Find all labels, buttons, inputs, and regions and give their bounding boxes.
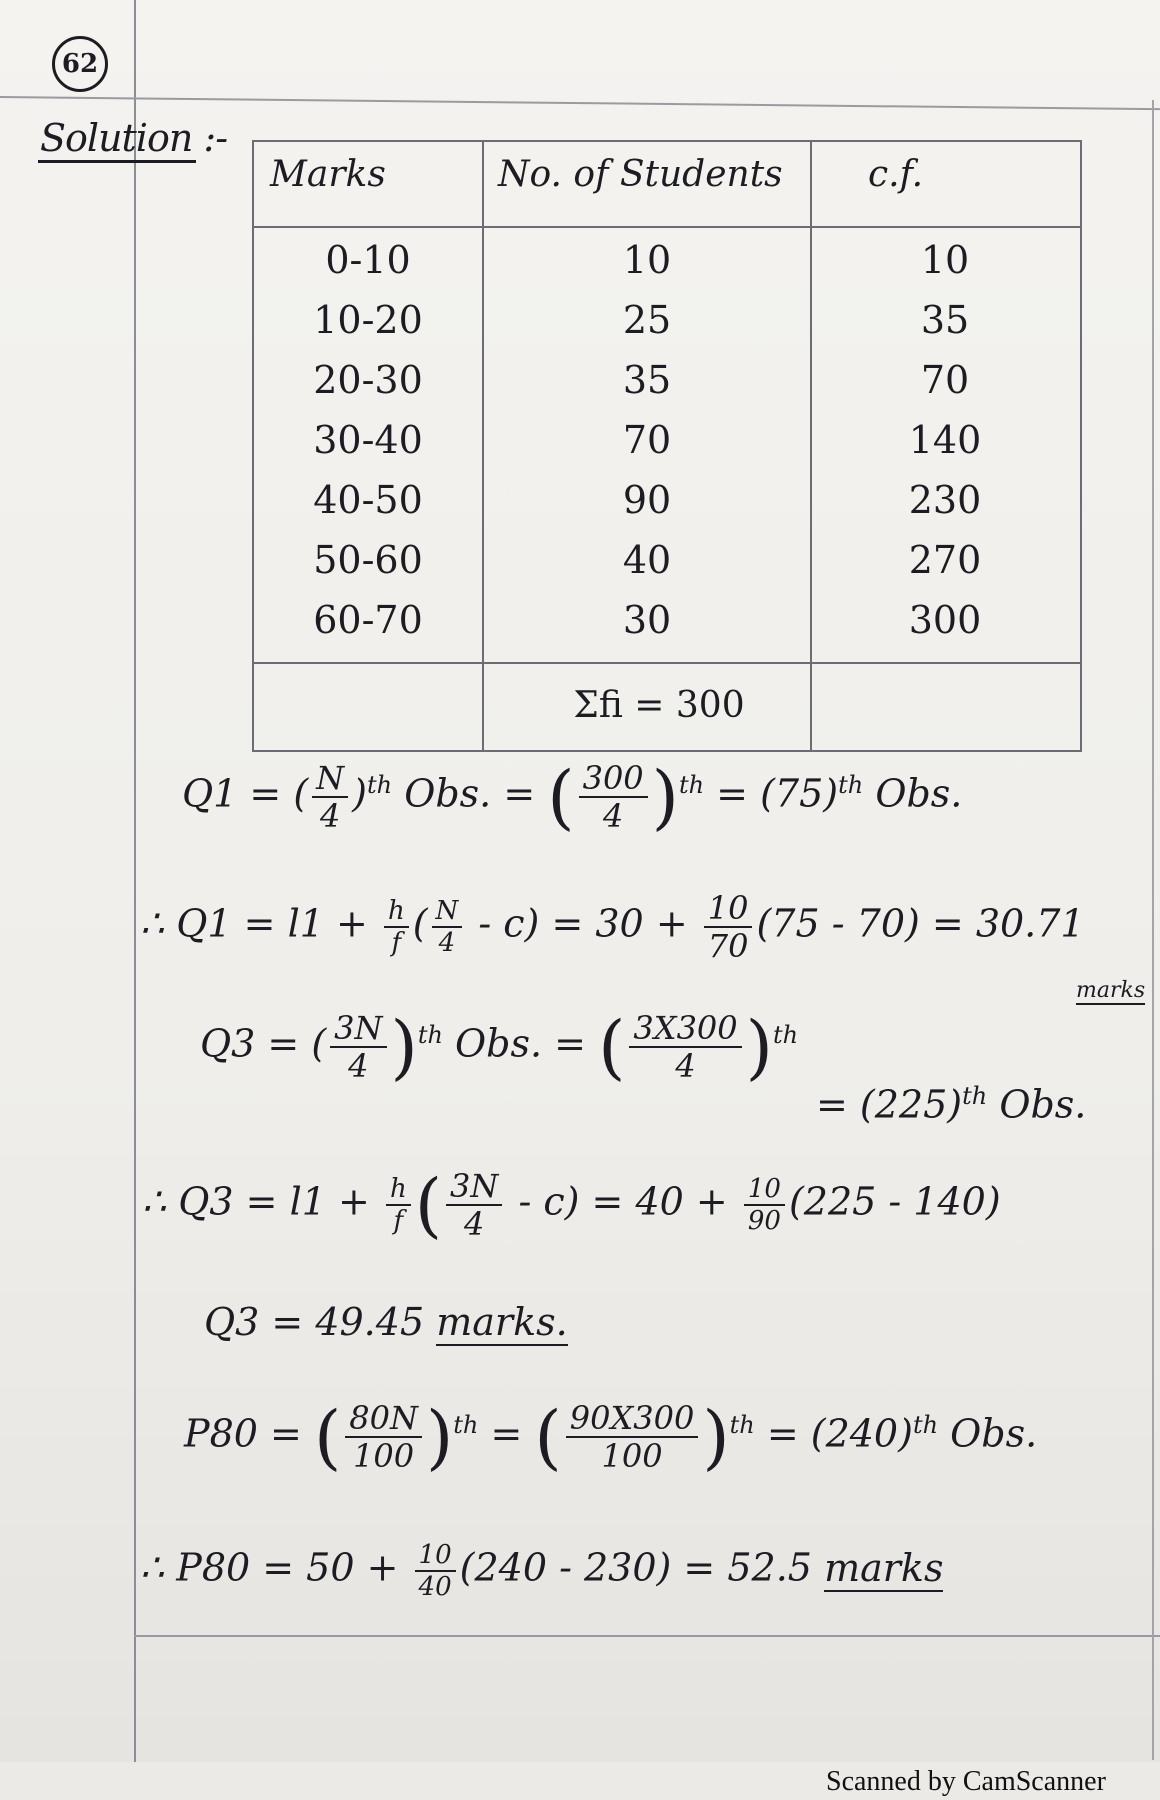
- p80-units: marks: [824, 1545, 944, 1590]
- right-edge-line: [1152, 100, 1154, 1760]
- table-cell: 230: [908, 478, 982, 522]
- paren: (: [412, 901, 428, 946]
- q1-lhs: Q1 = (: [182, 771, 309, 816]
- denominator: 4: [602, 797, 624, 835]
- equals-sign: =: [490, 1411, 523, 1456]
- fraction: [432, 896, 463, 958]
- cf-column: [812, 230, 1078, 650]
- denominator: 40: [418, 1572, 452, 1602]
- fraction: [312, 760, 348, 834]
- denominator: f: [391, 928, 402, 958]
- superscript: th: [417, 1020, 443, 1049]
- fraction: [744, 1174, 785, 1236]
- numerator: 90X300: [566, 1400, 699, 1438]
- numerator: 10: [704, 890, 753, 928]
- numerator: 3N: [446, 1168, 502, 1206]
- fraction: [330, 1010, 386, 1084]
- table-cell: 300: [908, 598, 982, 642]
- denominator: f: [393, 1206, 404, 1236]
- p80-definition: [184, 1396, 1038, 1478]
- denominator: 4: [348, 1047, 369, 1085]
- numerator: 10: [744, 1174, 785, 1206]
- fraction: [629, 1010, 741, 1084]
- table-cell: 30: [622, 598, 672, 642]
- table-cell: 0-10: [325, 238, 411, 282]
- q1-units: marks: [1076, 978, 1146, 1003]
- denominator: 4: [464, 1205, 485, 1243]
- table-cell: 70: [622, 418, 672, 462]
- fraction: [566, 1400, 699, 1474]
- q1-calc-middle: - c) = 30 +: [478, 901, 688, 946]
- numerator: h: [384, 896, 409, 928]
- frequency-sum: Σfi = 300: [573, 685, 745, 726]
- table-cell: 40: [622, 538, 672, 582]
- header-marks: Marks: [270, 154, 386, 195]
- header-students: No. of Students: [498, 154, 783, 195]
- superscript: th: [962, 1082, 988, 1110]
- fraction: [345, 1400, 422, 1474]
- superscript: th: [912, 1410, 939, 1439]
- paren: ): [425, 1396, 454, 1478]
- q1-calculation: [140, 890, 1085, 964]
- solution-heading: Solution :-: [40, 116, 228, 160]
- q3-calc-tail: (225 - 140): [788, 1179, 1001, 1224]
- scanner-watermark: Scanned by CamScanner: [826, 1766, 1106, 1797]
- paren: ): [745, 1006, 773, 1088]
- table-header-divider: [254, 226, 1080, 228]
- table-cell: 140: [908, 418, 982, 462]
- paren: (: [313, 1396, 342, 1478]
- table-cell: 20-30: [313, 358, 423, 402]
- heading-underline: [38, 160, 196, 163]
- denominator: 100: [353, 1437, 415, 1475]
- table-cell: 60-70: [313, 598, 423, 642]
- p80-calculation: [140, 1540, 943, 1602]
- table-cell: 70: [920, 358, 970, 402]
- superscript: th: [838, 770, 864, 799]
- denominator: 100: [601, 1437, 663, 1475]
- denominator: 4: [675, 1047, 696, 1085]
- q3-definition: [200, 1006, 799, 1088]
- obs-text: Obs. =: [455, 1021, 587, 1066]
- q1-position: = (75): [716, 771, 839, 816]
- paren: (: [534, 1396, 562, 1478]
- numerator: N: [312, 760, 348, 798]
- superscript: th: [678, 770, 705, 799]
- q3-calculation: [142, 1164, 1001, 1246]
- obs-text: Obs.: [999, 1082, 1087, 1127]
- p80-lhs: P80 =: [184, 1411, 302, 1456]
- q3-position: [816, 1082, 1086, 1127]
- q3-units: marks.: [436, 1300, 568, 1344]
- table-cell: 10-20: [313, 298, 423, 342]
- table-cell: 30-40: [313, 418, 423, 462]
- q3-lhs: Q3 = (: [200, 1021, 327, 1066]
- numerator: h: [386, 1174, 411, 1206]
- denominator: 70: [707, 927, 749, 965]
- denominator: 4: [319, 797, 341, 835]
- numerator: 10: [415, 1540, 456, 1572]
- superscript: th: [772, 1020, 799, 1049]
- q3-position-value: = (225): [816, 1082, 963, 1127]
- paren: (: [598, 1006, 626, 1088]
- q3-calc-middle: - c) = 40 +: [518, 1179, 728, 1224]
- students-column: [484, 230, 810, 650]
- superscript: th: [729, 1410, 755, 1439]
- q3-result-value: Q3 = 49.45: [204, 1300, 425, 1344]
- table-cell: 10: [622, 238, 672, 282]
- fraction: [704, 890, 753, 964]
- superscript: th: [453, 1410, 479, 1439]
- table-sum-divider: [254, 662, 1080, 664]
- fraction: [384, 896, 409, 958]
- obs-text: Obs.: [875, 771, 963, 816]
- denominator: 4: [438, 928, 456, 958]
- margin-line: [134, 0, 136, 1762]
- table-cell: 35: [920, 298, 970, 342]
- p80-position: = (240): [766, 1411, 913, 1456]
- table-cell: 270: [908, 538, 982, 582]
- q3-calc-lhs: ∴ Q3 = l1 +: [142, 1179, 370, 1224]
- header-cf: c.f.: [868, 154, 924, 195]
- paren: (: [414, 1164, 442, 1246]
- table-cell: 50-60: [313, 538, 423, 582]
- p80-calc-tail: (240 - 230) = 52.5: [459, 1545, 812, 1590]
- p80-calc-lhs: ∴ P80 = 50 +: [140, 1545, 399, 1590]
- table-cell: 90: [622, 478, 672, 522]
- paren: ): [702, 1396, 730, 1478]
- paren: ): [651, 756, 679, 838]
- table-cell: 35: [622, 358, 672, 402]
- bottom-rule-line: [134, 1635, 1160, 1637]
- paren: (: [547, 756, 575, 838]
- numerator: 300: [579, 760, 648, 798]
- q1-calc-tail: (75 - 70) = 30.71: [756, 901, 1085, 946]
- q1-calc-lhs: ∴ Q1 = l1 +: [140, 901, 368, 946]
- table-cell: 40-50: [313, 478, 423, 522]
- paren: ): [390, 1006, 418, 1088]
- obs-text: Obs.: [950, 1411, 1038, 1456]
- marks-column: [254, 230, 482, 650]
- table-cell: 25: [622, 298, 672, 342]
- q3-result: [204, 1300, 568, 1344]
- obs-text: Obs. =: [404, 771, 536, 816]
- superscript: th: [366, 770, 393, 799]
- numerator: 3N: [330, 1010, 386, 1048]
- q1-definition: [182, 756, 963, 838]
- fraction: [415, 1540, 456, 1602]
- paren: ): [352, 771, 367, 816]
- fraction: [386, 1174, 411, 1236]
- numerator: 80N: [345, 1400, 422, 1438]
- page-number: 62: [52, 36, 108, 92]
- frequency-table: [252, 140, 1082, 752]
- numerator: 3X300: [629, 1010, 741, 1048]
- numerator: N: [432, 896, 463, 928]
- table-cell: 10: [920, 238, 970, 282]
- fraction: [446, 1168, 502, 1242]
- denominator: 90: [747, 1206, 781, 1236]
- fraction: [579, 760, 648, 834]
